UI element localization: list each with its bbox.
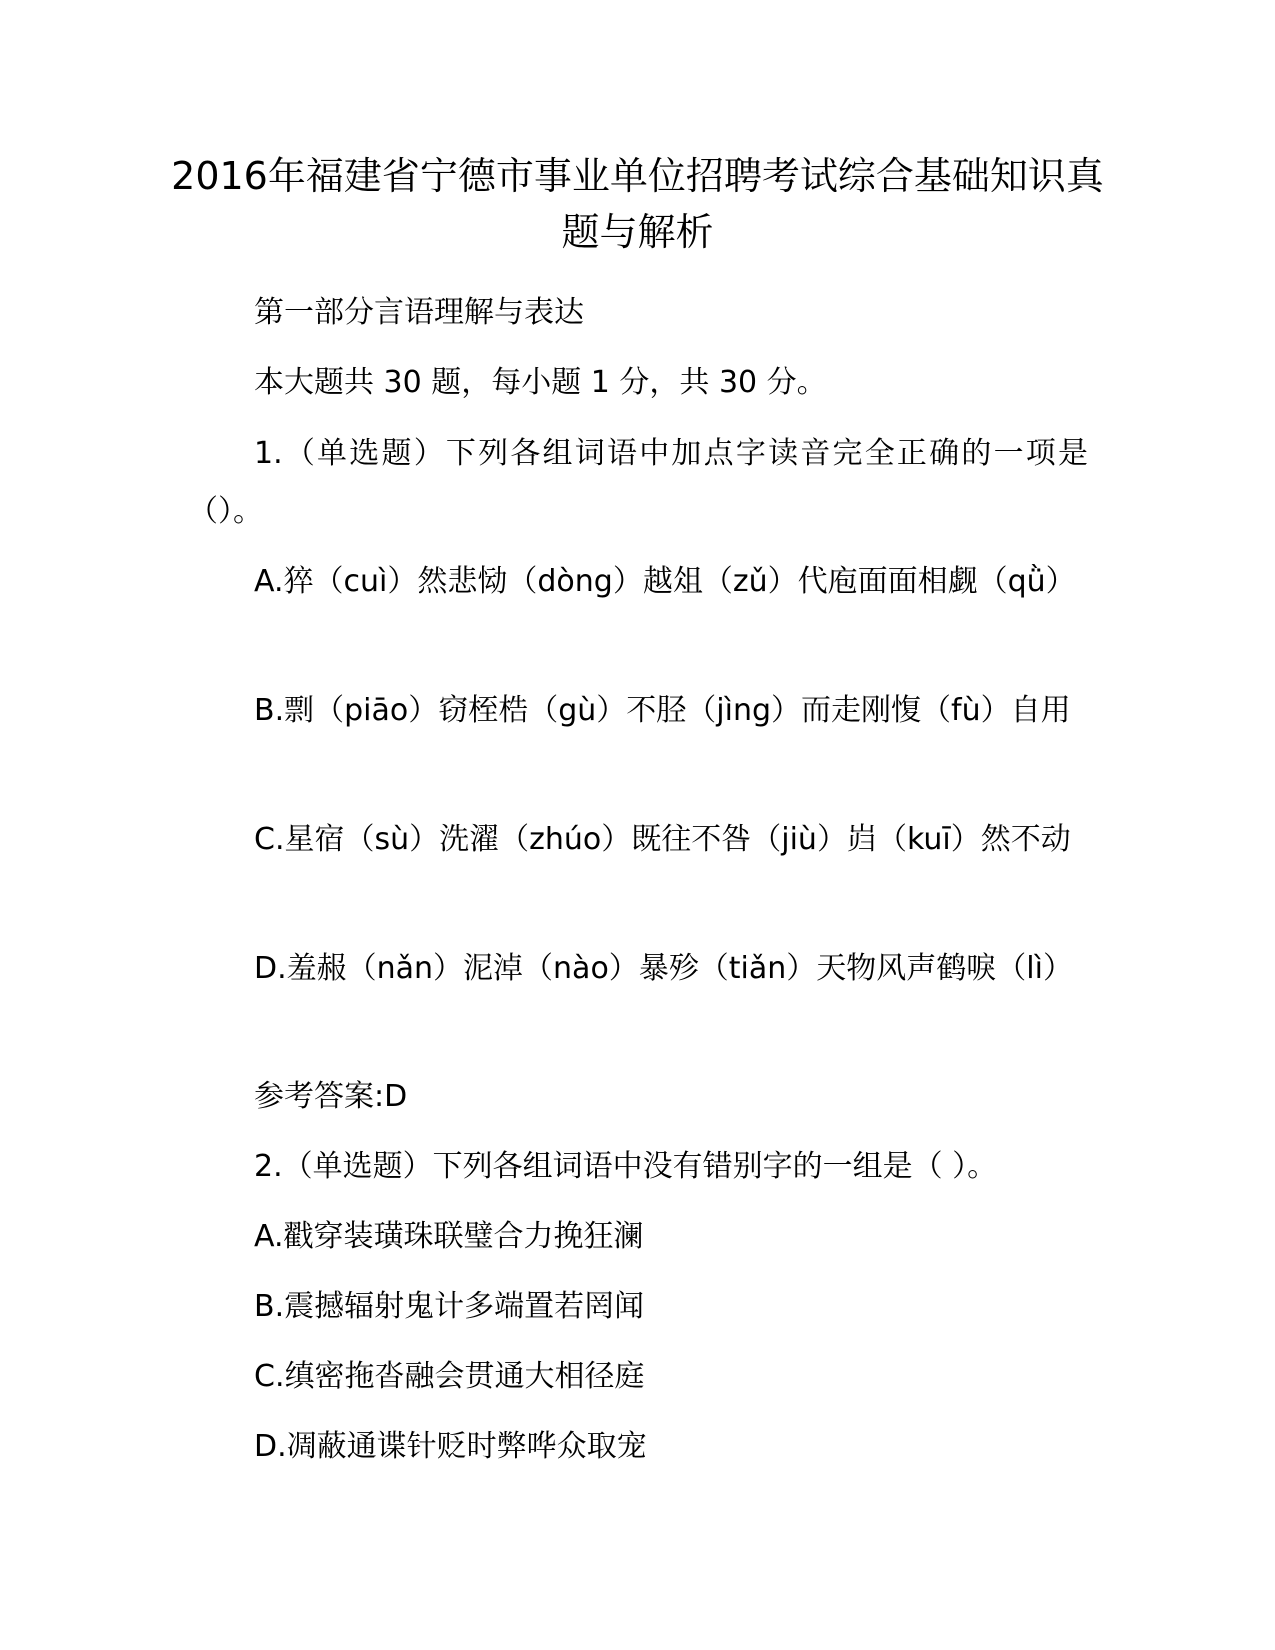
question-2-stem: 2.（单选题）下列各组词语中没有错别字的一组是（ ）。 [254,1149,998,1184]
question-2-option-d: D.凋蔽通谍针贬时弊哗众取宠 [254,1429,647,1464]
question-2-option-b: B.震撼辐射鬼计多端置若罔闻 [254,1289,645,1324]
section-heading: 第一部分言语理解与表达 [254,295,584,330]
document-title: 2016年福建省宁德市事业单位招聘考试综合基础知识真题与解析 [171,154,1104,254]
question-1-option-b: B.剽（piāo）窃桎梏（gù）不胫（jìng）而走刚愎（fù）自用 [254,693,1071,728]
question-1-option-d: D.羞赧（nǎn）泥淖（nào）暴殄（tiǎn）天物风声鹤唳（lì） [254,951,1073,986]
question-2-option-a: A.戳穿装璜珠联璧合力挽狂澜 [254,1219,644,1254]
question-1-option-c: C.星宿（sù）洗濯（zhúo）既往不咎（jiù）岿（kuī）然不动 [254,822,1071,857]
question-1-stem: 1.（单选题）下列各组词语中加点字读音完全正确的一项是（）。 [188,436,1088,529]
section-intro: 本大题共 30 题，每小题 1 分，共 30 分。 [254,365,827,400]
question-1-answer: 参考答案:D [254,1079,408,1114]
question-2-option-c: C.缜密拖沓融会贯通大相径庭 [254,1359,645,1394]
question-1-option-a: A.猝（cuì）然悲恸（dòng）越俎（zǔ）代庖面面相觑（qǜ） [254,564,1076,599]
